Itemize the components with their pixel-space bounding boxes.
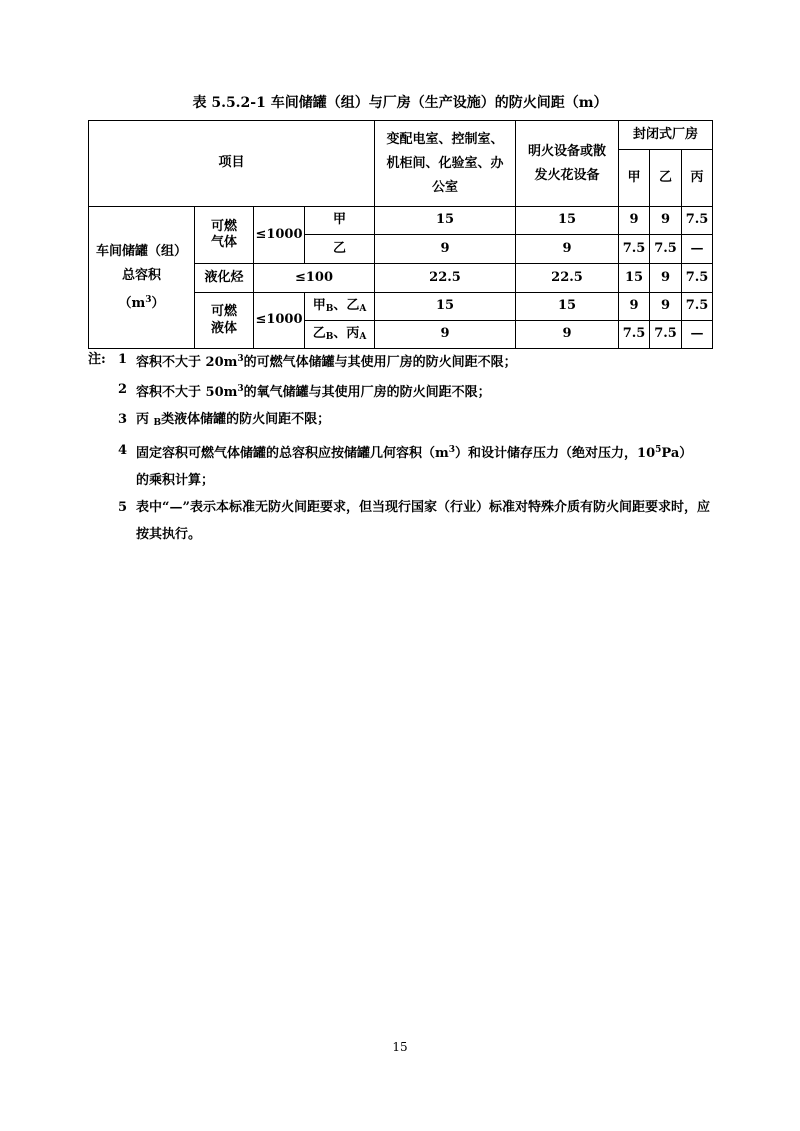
- note-number: 4: [118, 443, 128, 458]
- class-cell: 乙$_B$、丙$_A$: [305, 321, 375, 349]
- note-text: 固定容积可燃气体储罐的总容积应按储罐几何容积$(m^3)$和设计储存压力（绝对压力，$10^5Pa$） 的乘积计算；: [136, 445, 693, 488]
- note-5: [88, 494, 718, 548]
- volume-gas: ≤1000: [254, 207, 305, 264]
- value-cell: 7.5: [682, 293, 713, 321]
- value-cell: 9: [516, 235, 619, 264]
- value-cell: —: [682, 235, 713, 264]
- value-cell: 7.5: [650, 235, 682, 264]
- header-control-room: 变配电室、控制室、 机柜间、化验室、办 公室: [375, 121, 516, 207]
- value-cell: 9: [650, 264, 682, 293]
- value-cell: 9: [375, 235, 516, 264]
- volume-lpg: ≤100: [254, 264, 375, 293]
- table-title: 表 5.5.2-1 车间储罐（组）与厂房（生产设施）的防火间距（m）: [192, 95, 608, 111]
- value-cell: 7.5: [682, 207, 713, 235]
- note-text: 表中“—”表示本标准无防火间距要求，但当现行国家（行业）标准对特殊介质有防火间距要求时，应按其执行。: [136, 500, 710, 542]
- class-cell: 乙: [305, 235, 375, 264]
- notes-label: 注:: [88, 352, 106, 367]
- note-text: 容积不大于 $50m^3$的氧气储罐与其使用厂房的防火间距不限；: [136, 384, 491, 400]
- note-text: 丙 $_B$类液体储罐的防火间距不限；: [136, 412, 331, 428]
- note-number: 3: [118, 412, 128, 427]
- note-2: [88, 376, 718, 406]
- value-cell: 15: [375, 207, 516, 235]
- value-cell: 15: [516, 207, 619, 235]
- value-cell: 9: [375, 321, 516, 349]
- value-cell: 15: [516, 293, 619, 321]
- value-cell: 15: [375, 293, 516, 321]
- value-cell: 9: [516, 321, 619, 349]
- note-4: [88, 437, 718, 494]
- header-closed-yi: 乙: [650, 150, 682, 207]
- value-cell: 9: [619, 207, 650, 235]
- value-cell: 9: [650, 207, 682, 235]
- page-number: 15: [392, 1040, 408, 1054]
- note-number: 2: [118, 382, 128, 397]
- category-gas: 可燃 气体: [195, 207, 254, 264]
- row-group-label: 车间储罐（组） 总容积 $(m^3)$: [89, 207, 195, 349]
- value-cell: 9: [650, 293, 682, 321]
- header-closed-plant: 封闭式厂房: [619, 121, 713, 150]
- note-number: 1: [118, 352, 128, 367]
- header-closed-jia: 甲: [619, 150, 650, 207]
- value-cell: 9: [619, 293, 650, 321]
- value-cell: 7.5: [619, 235, 650, 264]
- value-cell: 22.5: [516, 264, 619, 293]
- header-item: 项目: [89, 121, 375, 207]
- header-closed-bing: 丙: [682, 150, 713, 207]
- value-cell: 7.5: [682, 264, 713, 293]
- volume-liquid: ≤1000: [254, 293, 305, 349]
- header-open-flame: 明火设备或散 发火花设备: [516, 121, 619, 207]
- value-cell: —: [682, 321, 713, 349]
- notes: [88, 346, 718, 548]
- note-number: 5: [118, 500, 128, 515]
- category-lpg: 液化烃: [195, 264, 254, 293]
- value-cell: 7.5: [650, 321, 682, 349]
- value-cell: 15: [619, 264, 650, 293]
- fire-distance-table: [88, 120, 713, 349]
- value-cell: 22.5: [375, 264, 516, 293]
- class-cell: 甲$_B$、乙$_A$: [305, 293, 375, 321]
- note-3: [88, 406, 718, 437]
- class-cell: 甲: [305, 207, 375, 235]
- note-text: 容积不大于 $20m^3$的可燃气体储罐与其使用厂房的防火间距不限；: [136, 354, 517, 370]
- value-cell: 7.5: [619, 321, 650, 349]
- note-1: [88, 346, 718, 376]
- category-liquid: 可燃 液体: [195, 293, 254, 349]
